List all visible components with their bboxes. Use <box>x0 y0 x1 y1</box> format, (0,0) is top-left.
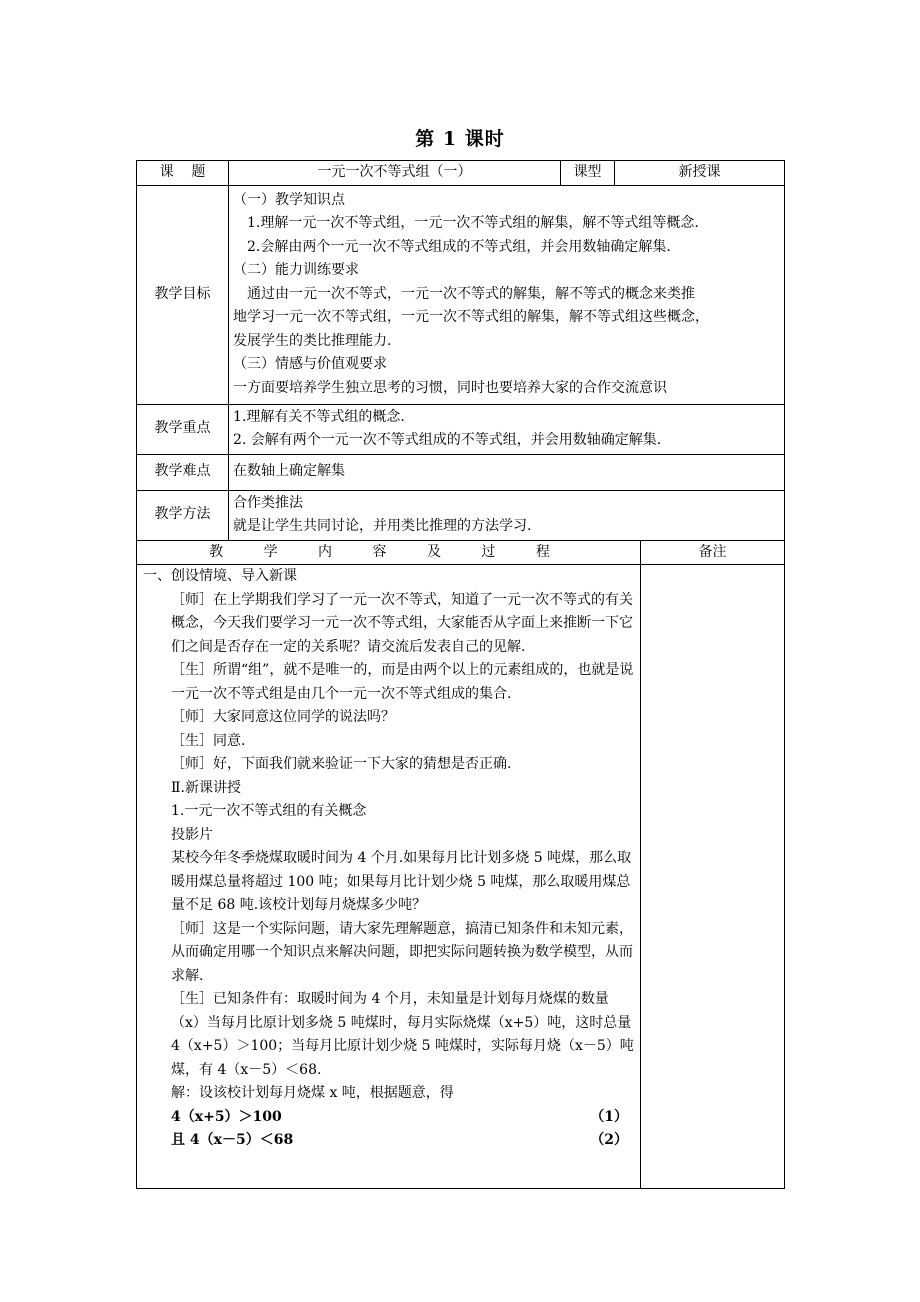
objective-heading-2: （二）能力训练要求 <box>233 262 359 279</box>
header-row <box>137 161 785 186</box>
key-point-line: 2. 会解有两个一元一次不等式组成的不等式组，并会用数轴确定解集. <box>233 432 662 448</box>
key-points-label: 教学重点 <box>137 404 229 454</box>
difficulties-label: 教学难点 <box>137 454 229 490</box>
equation-2-number: （2） <box>590 1132 628 1148</box>
paragraph: ［生］已知条件有：取暖时间为 4 个月，未知量是计划每月烧煤的数量（x）当每月比原计划多烧 5 吨煤时，每月实际烧煤（x+5）吨，这时总量 4（x+5）＞100；当每月比原计划少烧 5 吨煤时，实际每月烧（x－5）吨煤，有 4（x－5）＜68. <box>171 991 634 1078</box>
paragraph: ［师］这是一个实际问题，请大家先理解题意，搞清已知条件和未知元素，从而确定用哪一个知识点来解决问题，即把实际问题转换为数学模型，从而求解. <box>171 920 633 984</box>
equation-1 <box>143 1106 634 1130</box>
section-heading: Ⅱ.新课讲授 <box>171 779 241 796</box>
paragraph: ［师］好，下面我们就来验证一下大家的猜想是否正确. <box>171 756 512 772</box>
slide-label: 投影片 <box>171 826 213 843</box>
objective-line: 地学习一元一次不等式组，一元一次不等式组的解集，解不等式组这些概念， <box>233 309 709 326</box>
notes-label: 备注 <box>641 540 785 565</box>
equation-2-text: 且 4（x－5）＜68 <box>171 1132 294 1148</box>
objective-line: 2.会解由两个一元一次不等式组成的不等式组，并会用数轴确定解集. <box>247 238 671 255</box>
topic-label: 课 题 <box>137 161 229 186</box>
notes-cell <box>641 565 785 1189</box>
methods-label: 教学方法 <box>137 490 229 540</box>
difficulty-line: 在数轴上确定解集 <box>233 463 345 480</box>
methods-row <box>137 490 785 540</box>
paragraph: ［师］大家同意这位同学的说法吗？ <box>171 709 395 725</box>
objectives-row <box>137 185 785 404</box>
objectives-content <box>229 185 785 404</box>
process-row <box>137 565 785 1189</box>
lesson-plan-table <box>136 160 785 1189</box>
objective-line: 通过由一元一次不等式，一元一次不等式的解集，解不等式的概念来类推 <box>247 285 695 302</box>
type-label: 课型 <box>561 161 615 186</box>
methods-content <box>229 490 785 540</box>
topic-value: 一元一次不等式组（一） <box>229 161 561 186</box>
objective-line: 发展学生的类比推理能力. <box>233 332 392 349</box>
objective-heading-3: （三）情感与价值观要求 <box>233 356 387 373</box>
type-value: 新授课 <box>615 161 785 186</box>
subsection-heading: 1.一元一次不等式组的有关概念 <box>171 803 367 819</box>
page-title: 第 1 课时 <box>415 128 505 150</box>
paragraph: ［师］在上学期我们学习了一元一次不等式，知道了一元一次不等式的有关概念，今天我们要学习一元一次不等式组，大家能否从字面上来推断一下它们之间是否存在一定的关系呢？请交流后发表自己的见解. <box>171 591 633 655</box>
solution-intro: 解：设该校计划每月烧煤 x 吨，根据题意，得 <box>171 1085 454 1101</box>
key-points-content <box>229 404 785 454</box>
method-line: 合作类推法 <box>233 494 303 511</box>
process-header-row <box>137 540 785 565</box>
section-heading: 一、创设情境、导入新课 <box>143 568 297 584</box>
process-content-label: 教 学 内 容 及 过 程 <box>137 540 641 565</box>
objective-line: 一方面要培养学生独立思考的习惯，同时也要培养大家的合作交流意识 <box>233 379 667 396</box>
key-points-row <box>137 404 785 454</box>
process-content <box>137 565 641 1189</box>
paragraph: ［生］同意. <box>171 732 246 749</box>
objective-line: 1.理解一元一次不等式组，一元一次不等式组的解集，解不等式组等概念. <box>247 215 699 232</box>
difficulties-content <box>229 454 785 490</box>
key-point-line: 1.理解有关不等式组的概念. <box>233 408 405 425</box>
equation-1-text: 4（x+5）＞100 <box>171 1108 282 1125</box>
equation-1-number: （1） <box>590 1108 628 1125</box>
paragraph: ［生］所谓“组”，就不是唯一的，而是由两个以上的元素组成的，也就是说一元一次不等式组是由几个一元一次不等式组成的集合. <box>171 662 634 702</box>
objective-heading-1: （一）教学知识点 <box>233 191 345 208</box>
objectives-label: 教学目标 <box>137 185 229 404</box>
problem-statement: 某校今年冬季烧煤取暖时间为 4 个月.如果每月比计划多烧 5 吨煤，那么取暖用煤总量将超过 100 吨；如果每月比计划少烧 5 吨煤，那么取暖用煤总量不足 68 吨.该校计划每月烧煤多少吨？ <box>171 850 632 913</box>
method-line: 就是让学生共同讨论，并用类比推理的方法学习. <box>233 518 532 534</box>
difficulties-row <box>137 454 785 490</box>
equation-2 <box>143 1129 634 1153</box>
